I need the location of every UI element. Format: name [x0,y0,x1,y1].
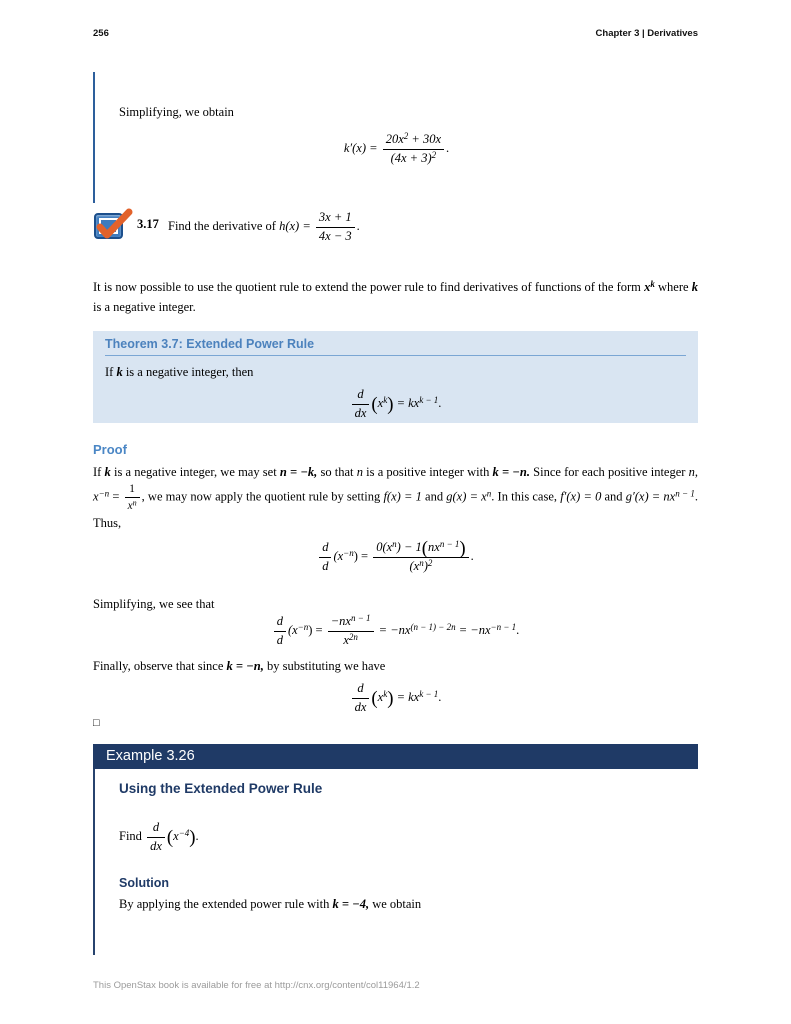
checkpoint-3-17 [93,208,698,248]
simplify-lead: Simplifying, we see that [93,597,215,611]
intro-paragraph: It is now possible to use the quotient rule to extend the power rule to find derivatives of functions of the form $x^k$ where k is a negative integer. [93,278,698,314]
fraction: $\frac{0(x^n) - 1(nx^{n - 1})}{(x^n)^2}$ [373,540,468,574]
solution-heading: Solution [119,876,169,891]
theorem-equation: $\frac{d}{dx}$ $(x^k) = kx^{k - 1}$. [105,387,686,421]
theorem-box [93,331,698,423]
checkpoint-prompt: Find the derivative of h(x) = $\frac{3x + 1}{4x - 3}$ . [168,210,360,243]
prev-example-lead: Simplifying, we obtain [119,105,234,119]
orange-checkmark-icon [92,206,134,244]
checkpoint-number: 3.17 [137,217,159,231]
fraction-d-dx: $\frac{d}{dx}$ [352,681,370,715]
proof-equation-2: $\frac{d}{d}$ $(x^{-n})$ = $\frac{-nx^{n - 1}}{x^{2n}}$ = $-nx^{(n - 1) - 2n} = -nx^{-n - 1}$. [93,614,698,648]
inline-fraction: $\frac{1}{x^n}$ [125,482,140,513]
header-page-number: 256 [93,28,109,39]
example-banner: Example 3.26 [93,744,698,769]
header-chapter: Chapter 3 | Derivatives [595,28,698,39]
fraction: $\frac{3x + 1}{4x - 3}$ [316,210,355,244]
example-find-line: Find $\frac{d}{dx}$ $(x^{-4})$. [119,820,199,853]
fraction-d-dx: $\frac{d}{dx}$ [352,387,370,421]
example-title: Using the Extended Power Rule [119,781,323,796]
eq-lhs: k′(x) = [343,141,381,155]
fraction: $\frac{20x^2 + 30x}{(4x + 3)^2}$ [383,132,444,166]
finally-lead: Finally, observe that since k = −n, by substituting we have [93,659,386,673]
theorem-title: Theorem 3.7: Extended Power Rule [105,337,686,356]
checkpoint-icon [94,210,134,246]
proof-equation-1: $\frac{d}{d}$ $(x^{-n})$ = $\frac{0(x^n) - 1(nx^{n - 1})}{(x^n)^2}$ . [93,540,698,574]
equation-k-prime: k′(x) = $\frac{20x^2 + 30x}{(4x + 3)^2}$ . [343,130,450,165]
solution-text: By applying the extended power rule with k = −4, we obtain [119,897,422,912]
qed-square: □ [93,717,100,729]
fraction-d-d: $\frac{d}{d}$ [274,614,286,648]
fraction-d-dx: $\frac{d}{dx}$ [147,820,165,854]
proof-paragraph: If k is a negative integer, we may set n = −k, so that n is a positive integer with k = −n. Since for each positive integer n, $x^{-n}$ = $\frac{1}{x^n}$ , we may now apply the quotient rule by setting f(x) = 1 and $g(x) = x^n$. In this case, f′(x) = 0 and $g'(x) = nx^{n - 1}$. Thus, [93,465,699,531]
fraction-d-d: $\frac{d}{d}$ [319,540,331,574]
proof-heading: Proof [93,442,127,457]
previous-example-continuation [93,72,698,203]
theorem-condition: If k is a negative integer, then [105,365,254,379]
fraction: $\frac{-nx^{n - 1}}{x^{2n}}$ [328,614,374,648]
example-body [93,769,698,955]
footer-attribution: This OpenStax book is available for free at http://cnx.org/content/col11964/1.2 [93,980,420,991]
proof-equation-3: $\frac{d}{dx}$ $(x^k) = kx^{k - 1}$. [93,681,698,715]
